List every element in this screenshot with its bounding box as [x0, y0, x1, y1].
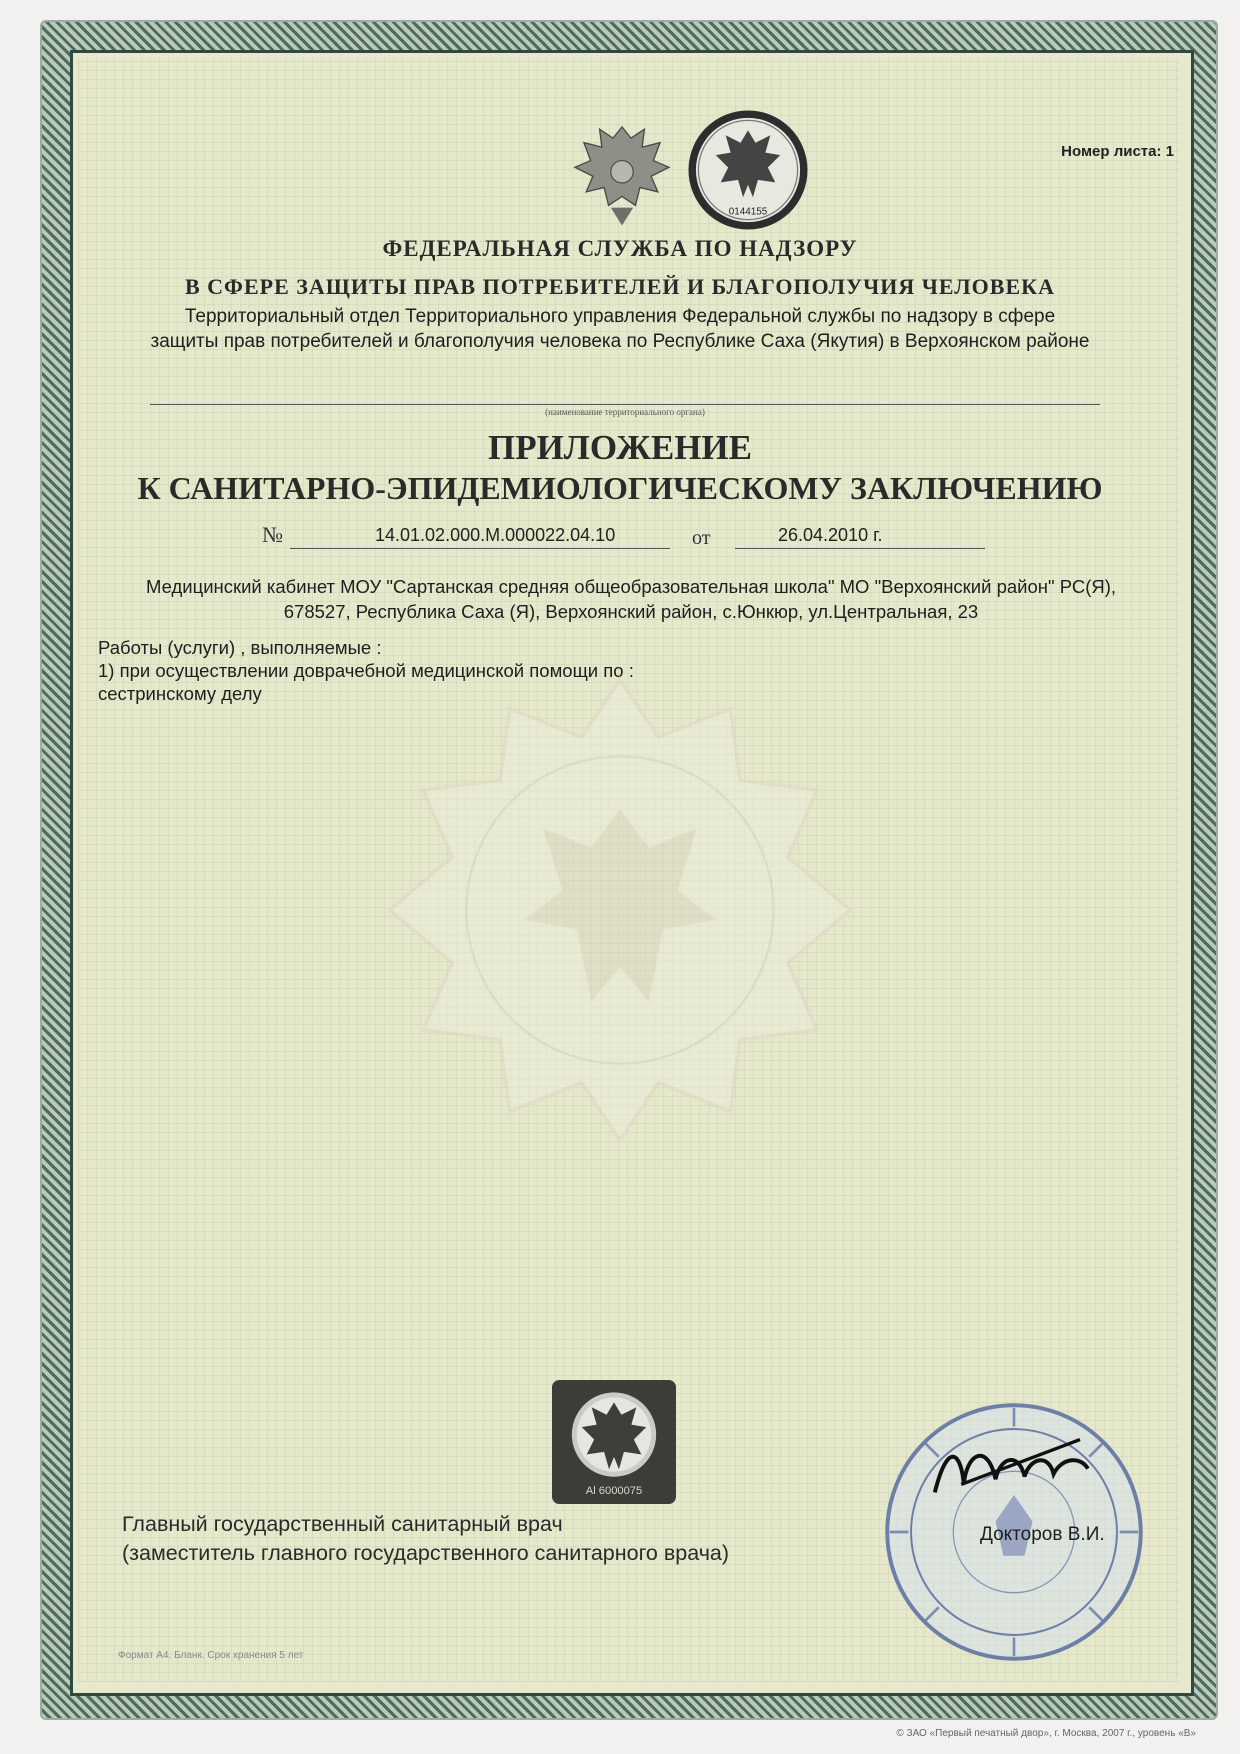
territorial-line1: Территориальный отдел Территориального управления Федеральной службы по надзору в сфере: [184, 306, 1056, 327]
signatory-title-line2: (заместитель главного государственного санитарного врача): [122, 1541, 730, 1565]
document-subtitle: К САНИТАРНО-ЭПИДЕМИОЛОГИЧЕСКОМУ ЗАКЛЮЧЕНИЮ: [137, 470, 1103, 506]
agency-name-line2: В СФЕРЕ ЗАЩИТЫ ПРАВ ПОТРЕБИТЕЛЕЙ И БЛАГОПОЛУЧИЯ ЧЕЛОВЕКА: [185, 274, 1055, 299]
hologram-code: Al 6000075: [585, 1485, 643, 1498]
conclusion-number: 14.01.02.000.М.000022.04.10: [375, 525, 616, 545]
sheet-number: Номер листа: 1: [1061, 143, 1174, 160]
territorial-line2: защиты прав потребителей и благополучия человека по Республике Саха (Якутия) в Верхоянском районе: [150, 331, 1090, 352]
signatory-title: [122, 1510, 729, 1568]
from-label: от: [692, 527, 711, 549]
number-underline: [290, 548, 670, 549]
works-line1: Работы (услуги) , выполняемые :: [98, 637, 382, 658]
emblem-code: 0144155: [728, 206, 768, 218]
number-label: №: [262, 522, 283, 547]
organization-line2: 678527, Республика Саха (Я), Верхоянский район, с.Юнкюр, ул.Центральная, 23: [283, 601, 979, 622]
works-line2: 1) при осуществлении доврачебной медицинской помощи по :: [98, 660, 634, 681]
territorial-caption: (наименование территориального органа): [545, 407, 705, 417]
organization-block: [86, 574, 1176, 624]
printer-imprint: © ЗАО «Первый печатный двор», г. Москва, 2007 г., уровень «В»: [896, 1728, 1196, 1739]
form-note: Формат А4. Бланк. Срок хранения 5 лет: [118, 1650, 304, 1661]
organization-line1: Медицинский кабинет МОУ "Сартанская средняя общеобразовательная школа" МО "Верхоянский район" РС(Я),: [145, 576, 1117, 597]
signatory-title-line1: Главный государственный санитарный врач: [122, 1512, 563, 1536]
watermark-rosette-icon: [380, 670, 860, 1150]
agency-name-line1: ФЕДЕРАЛЬНАЯ СЛУЖБА ПО НАДЗОРУ: [382, 236, 858, 261]
document-title: ПРИЛОЖЕНИЕ: [487, 428, 752, 467]
coat-of-arms-icon: [566, 118, 678, 230]
works-block: [98, 636, 634, 705]
territorial-body: [120, 304, 1120, 354]
hologram-icon: [552, 1380, 676, 1504]
works-line3: сестринскому делу: [98, 683, 262, 704]
conclusion-date: 26.04.2010 г.: [778, 525, 883, 545]
territorial-rule: [150, 404, 1100, 405]
date-underline: [735, 548, 985, 549]
signer-name: Доктоpов В.И.: [980, 1524, 1105, 1545]
round-emblem-icon: [686, 108, 810, 232]
